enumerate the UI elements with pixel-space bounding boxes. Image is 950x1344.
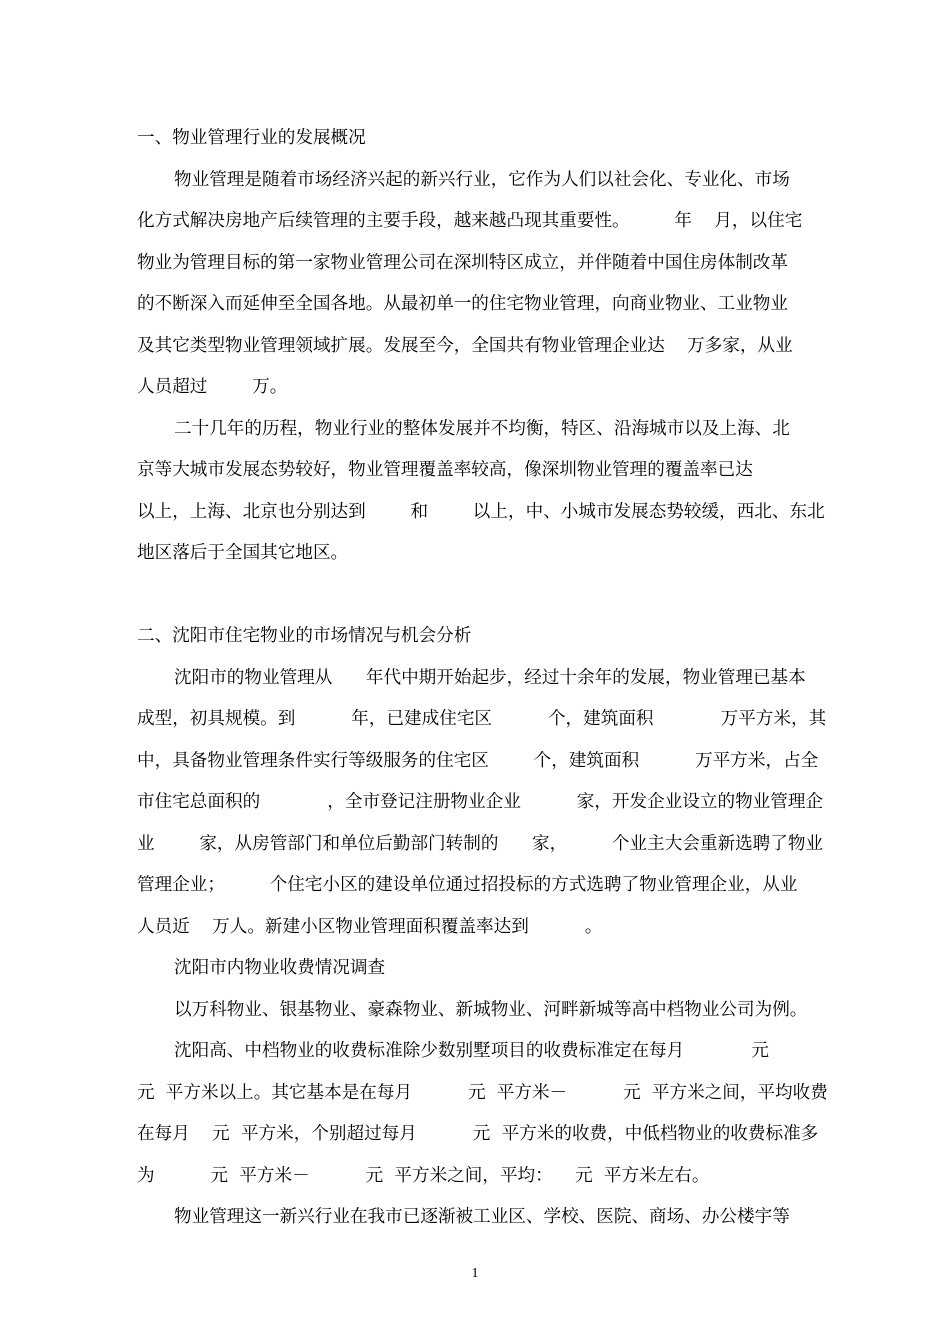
- paragraph-line: 地区落后于全国其它地区。: [137, 543, 349, 563]
- paragraph-line: 中，具备物业管理条件实行等级服务的住宅区 个，建筑面积 万平方米，占全: [137, 751, 819, 771]
- paragraph-line: 化方式解决房地产后续管理的主要手段，越来越凸现其重要性。 年 月，以住宅: [137, 211, 803, 231]
- section-heading-1: 一、物业管理行业的发展概况: [137, 128, 366, 148]
- paragraph-line: 人员近 万人。新建小区物业管理面积覆盖率达到 。: [137, 917, 603, 937]
- paragraph-line: 物业管理这一新兴行业在我市已逐渐被工业区、学校、医院、商场、办公楼宇等: [174, 1207, 790, 1227]
- paragraph-line: 及其它类型物业管理领域扩展。发展至今，全国共有物业管理企业达 万多家，从业: [137, 336, 793, 356]
- paragraph-line: 沈阳高、中档物业的收费标准除少数别墅项目的收费标准定在每月 元: [174, 1041, 769, 1061]
- paragraph-line: 业 家，从房管部门和单位后勤部门转制的 家， 个业主大会重新选聘了物业: [137, 834, 824, 854]
- paragraph-line: 二十几年的历程，物业行业的整体发展并不均衡，特区、沿海城市以及上海、北: [174, 419, 790, 439]
- sub-heading: 沈阳市内物业收费情况调查: [174, 958, 386, 978]
- paragraph-line: 元 平方米以上。其它基本是在每月 元 平方米－ 元 平方米之间，平均收费: [137, 1083, 828, 1103]
- paragraph-line: 人员超过 万。: [137, 377, 288, 397]
- paragraph-line: 物业为管理目标的第一家物业管理公司在深圳特区成立，并伴随着中国住房体制改革: [137, 253, 788, 273]
- paragraph-line: 为 元 平方米－ 元 平方米之间，平均： 元 平方米左右。: [137, 1166, 710, 1186]
- page-number: 1: [471, 1266, 479, 1281]
- paragraph-line: 京等大城市发展态势较好，物业管理覆盖率较高，像深圳物业管理的覆盖率已达: [137, 460, 753, 480]
- paragraph-line: 市住宅总面积的 ，全市登记注册物业企业 家，开发企业设立的物业管理企: [137, 792, 824, 812]
- paragraph-line: 管理企业； 个住宅小区的建设单位通过招投标的方式选聘了物业管理企业，从业: [137, 875, 798, 895]
- paragraph-line: 的不断深入而延伸至全国各地。从最初单一的住宅物业管理，向商业物业、工业物业: [137, 294, 788, 314]
- paragraph-line: 成型，初具规模。到 年，已建成住宅区 个，建筑面积 万平方米，其: [137, 709, 827, 729]
- paragraph-line: 以上，上海、北京也分别达到 和 以上，中、小城市发展态势较缓，西北、东北: [137, 502, 825, 522]
- paragraph-line: 在每月 元 平方米，个别超过每月 元 平方米的收费，中低档物业的收费标准多: [137, 1124, 819, 1144]
- paragraph-line: 以万科物业、银基物业、豪森物业、新城物业、河畔新城等高中档物业公司为例。: [174, 1000, 808, 1020]
- paragraph-line: 物业管理是随着市场经济兴起的新兴行业，它作为人们以社会化、专业化、市场: [174, 170, 790, 190]
- paragraph-line: 沈阳市的物业管理从 年代中期开始起步，经过十余年的发展，物业管理已基本: [174, 668, 806, 688]
- section-heading-2: 二、沈阳市住宅物业的市场情况与机会分析: [137, 626, 472, 646]
